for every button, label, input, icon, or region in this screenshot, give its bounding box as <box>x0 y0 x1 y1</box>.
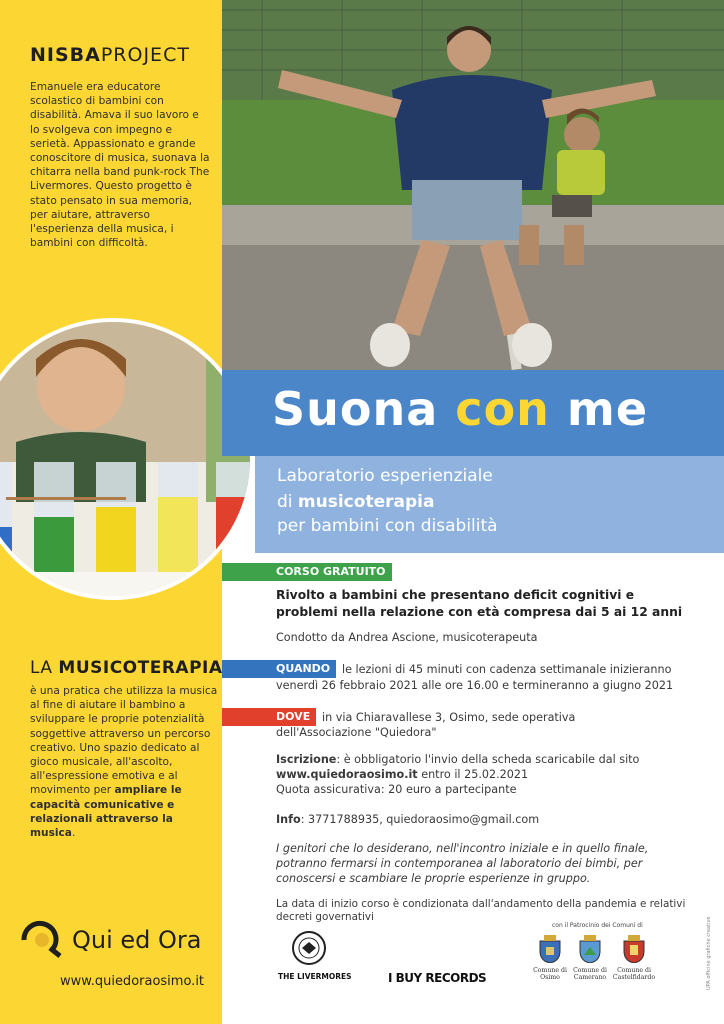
hero-photo <box>222 0 724 370</box>
quando-line-1: le lezioni di 45 minuti con cadenza settimanale inizieranno <box>342 663 672 676</box>
iscrizione-site-link[interactable]: www.quiedoraosimo.it <box>276 768 418 781</box>
comune-camerano: Comune di Camerano <box>568 935 612 981</box>
qui-ed-ora-logo: Qui ed Ora <box>20 918 210 958</box>
quando-tag-bar <box>222 660 272 678</box>
corso-tag-bar <box>222 563 272 581</box>
corso-gratuito-tag: CORSO GRATUITO <box>270 563 392 581</box>
nota-text: La data di inizio corso è condizionata dall'andamento della pandemia e relativi decreti governativi <box>276 898 686 923</box>
quando-tag: QUANDO <box>270 660 336 678</box>
subtitle-line-3: per bambini con disabilità <box>277 516 498 536</box>
livermores-seal-icon <box>278 930 340 970</box>
castelfidardo-crest-icon <box>622 935 646 963</box>
comune-castelfidardo: Comune di Castelfidardo <box>612 935 656 981</box>
livermores-logo: THE LIVERMORES <box>278 930 352 981</box>
condotto-text: Condotto da Andrea Ascione, musicoterapeuta <box>276 631 538 644</box>
genitori-text: I genitori che lo desiderano, nell'incontro iniziale e in quello finale, potranno fermarsi in contemporanea al laboratorio dei bimbi, per conoscersi e scambiare le proprie esperienze in gruppo. <box>276 842 649 885</box>
subtitle-line-2: di musicoterapia <box>277 492 435 512</box>
iscrizione-block: Iscrizione: è obbligatorio l'invio della scheda scaricabile dal sito www.quiedoraosimo.it entro il 25.02.2021 Quota assicurativa: 20 euro a partecipante <box>276 753 640 796</box>
info-line: Info: 3771788935, quiedoraosimo@gmail.com <box>276 813 540 826</box>
corso-lead: Rivolto a bambini che presentano deficit cognitivi e problemi nella relazione con età compresa dai 5 ai 12 anni <box>276 588 683 619</box>
dove-line-1: in via Chiaravallese 3, Osimo, sede operativa <box>322 711 576 724</box>
musicoterapia-title: LA MUSICOTERAPIA <box>30 658 223 678</box>
nisba-project-brand: NISBAPROJECT <box>30 44 190 66</box>
subtitle-line-1: Laboratorio esperienziale <box>277 466 493 486</box>
intro-text: Emanuele era educatore scolastico di bambini con disabilità. Amava il suo lavoro e lo svolgeva con impegno e serietà. Appassionato e grande conoscitore di musica, suonava la chitarra nella band punk-rock The Livermores. Questo progetto è stato pensato in sua memoria, per aiutare, attraverso l'esperienza della musica, i bambini con difficoltà. <box>30 81 210 250</box>
dove-tag-bar <box>222 708 272 726</box>
qui-ed-ora-logo-icon <box>20 918 66 958</box>
dove-tag: DOVE <box>270 708 316 726</box>
patrocinio-label: con il Patrocinio dei Comuni di <box>552 922 643 929</box>
ibuy-records-logo: I BUY RECORDS <box>388 971 487 985</box>
comune-osimo: Comune di Osimo <box>528 935 572 981</box>
title-band <box>222 370 724 456</box>
vertical-credit: UPA officine grafiche creative <box>706 916 712 990</box>
subtitle-band <box>255 456 724 553</box>
camerano-crest-icon <box>578 935 602 963</box>
website-link[interactable]: www.quiedoraosimo.it <box>60 974 205 989</box>
dove-line-2: dell'Associazione "Quiedora" <box>276 726 437 739</box>
main-title: Suona con me <box>272 382 649 436</box>
osimo-crest-icon <box>538 935 562 963</box>
musicoterapia-body: è una pratica che utilizza la musica al fine di aiutare il bambino a sviluppare le proprie potenzialità soggettive attraverso un percorso creativo. Uno spazio dedicato al gioco musicale, all'ascolto, all'espressione emotiva e al movimento per ampliare le capacità comunicative e relazionali attraverso la musica. <box>30 685 218 840</box>
quando-line-2: venerdì 26 febbraio 2021 alle ore 16.00 e termineranno a giugno 2021 <box>276 679 674 692</box>
